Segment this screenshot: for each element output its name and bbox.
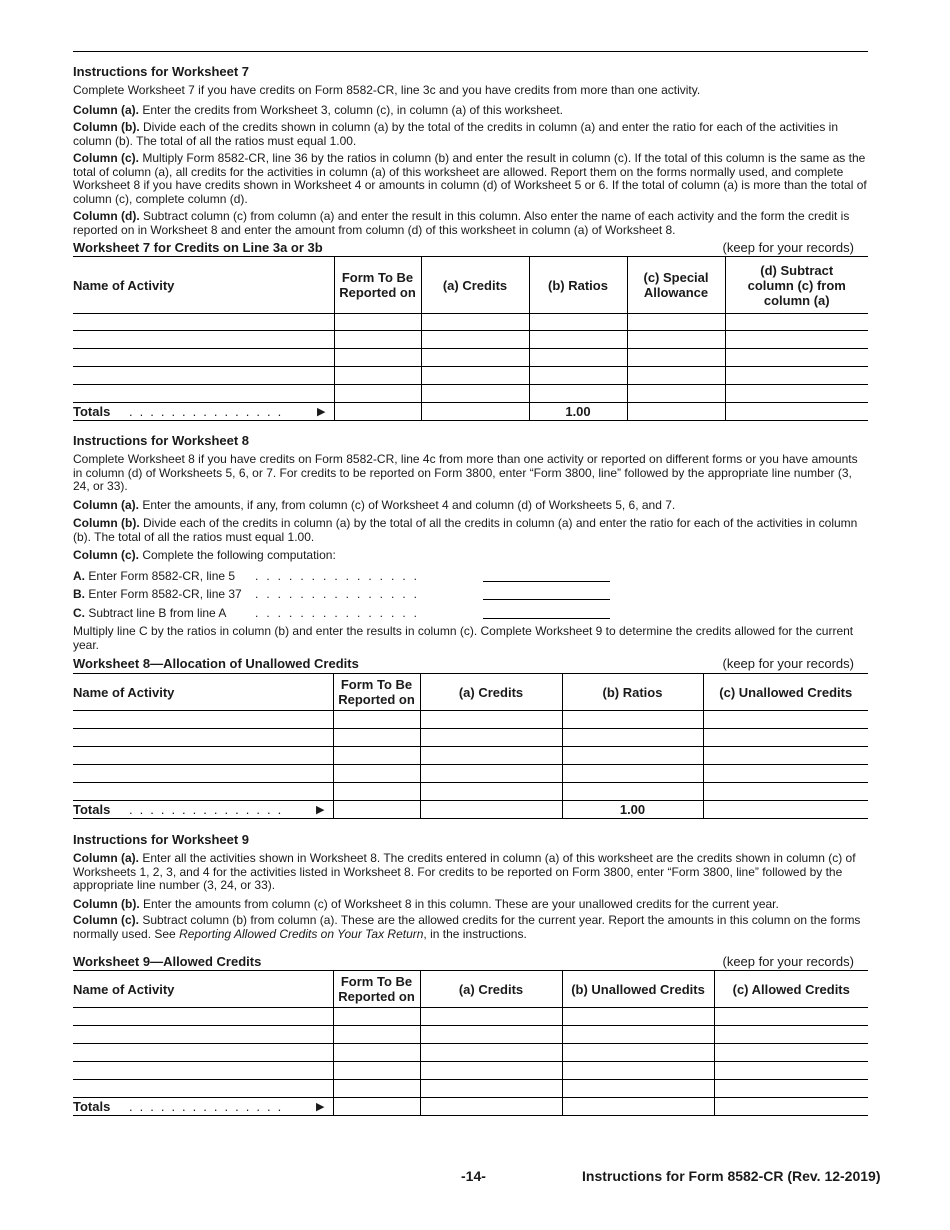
ws8-multiply-text: Multiply line C by the ratios in column (b) and enter the results in column (c). Complete Worksheet 9 to determine the credits allowed for the current year. <box>73 624 854 652</box>
ws9-table <box>73 970 868 1116</box>
leader-dots: ............... <box>129 1099 289 1114</box>
ws9-col-name: Name of Activity <box>73 981 175 997</box>
table-row[interactable] <box>73 367 868 385</box>
ws8-instructions <box>73 433 868 563</box>
ws9-col-c: Column (c). Subtract column (b) from column (a). These are the allowed credits for the current year. Report the amounts in this column on the forms normally used. See Reporting Allowed Credits on Your Tax Return, in the instructions. <box>73 913 861 941</box>
arrow-right-icon: ▶ <box>317 406 326 418</box>
table-row[interactable] <box>73 1062 868 1080</box>
ws8-col-b: Column (b). Divide each of the credits in column (a) by the total of all the credits in column (a) and enter the ratio for each of the activities in column (b). The total of all the ratios must equal 1.00. <box>73 516 858 544</box>
ws9-col-b: Column (b). Enter the amounts from column (c) of Worksheet 8 in this column. These are your unallowed credits for the current year. <box>73 896 779 911</box>
line-c-entry[interactable] <box>483 618 610 619</box>
form-title: Instructions for Form 8582-CR (Rev. 12-2019) <box>582 1168 881 1184</box>
ws8-col-a: Column (a). Enter the amounts, if any, from column (c) of Worksheet 4 and column (d) of Worksheets 5, 6, and 7. <box>73 497 676 512</box>
table-row[interactable] <box>73 349 868 367</box>
leader-dots: ............... <box>255 606 426 620</box>
ws7-totals-row <box>73 403 868 421</box>
ws8-col-ratios: (b) Ratios <box>562 674 703 711</box>
ws8-multiply <box>73 625 868 652</box>
ws7-instructions-heading: Instructions for Worksheet 7 <box>73 64 250 79</box>
ws7-col-b: Column (b). Divide each of the credits shown in column (a) by the total of the credits in column (a) and enter the ratio for each of the activities in column (b). The total of all the ratios must equal 1.00. <box>73 120 839 148</box>
ws7-col-ratios: (b) Ratios <box>529 257 627 314</box>
ws8-col-unallowed: (c) Unallowed Credits <box>703 674 868 711</box>
ws8-table <box>73 673 868 819</box>
ws8-line-a: A. Enter Form 8582-CR, line 5 ............... <box>73 569 235 583</box>
table-row[interactable] <box>73 1080 868 1098</box>
ws8-totals-row <box>73 801 868 819</box>
leader-dots: ............... <box>129 802 289 817</box>
ws9-instructions <box>73 832 868 941</box>
table-row[interactable] <box>73 711 868 729</box>
line-a-entry[interactable] <box>483 581 610 582</box>
ws8-line-c: C. Subtract line B from line A ............... <box>73 606 226 620</box>
ws7-col-form: Form To Be Reported on <box>334 257 421 314</box>
ws7-col-d: Column (d). Subtract column (c) from column (a) and enter the result in this column. Also enter the name of each activity and the form the credit is reported on in Worksheet 8 and enter the amount from column (d) of this worksheet in column (a) of Worksheet 8. <box>73 209 850 237</box>
table-row[interactable] <box>73 765 868 783</box>
ws9-col-allowed: (c) Allowed Credits <box>714 971 868 1008</box>
ws8-keep-note: (keep for your records) <box>722 656 854 671</box>
ws7-intro: Complete Worksheet 7 if you have credits on Form 8582-CR, line 3c and you have credits from more than one activity. <box>73 83 701 97</box>
ws8-totals-ratio: 1.00 <box>562 801 703 819</box>
top-rule <box>73 51 868 52</box>
ws9-col-credits: (a) Credits <box>420 971 562 1008</box>
ws7-keep-note: (keep for your records) <box>722 240 854 255</box>
page-number: -14- <box>461 1168 486 1184</box>
leader-dots: ............... <box>255 569 426 583</box>
ws7-col-special: (c) Special Allowance <box>627 257 725 314</box>
line-b-entry[interactable] <box>483 599 610 600</box>
ws7-col-c: Column (c). Multiply Form 8582-CR, line 36 by the ratios in column (b) and enter the result in column (c). If the total of this column is the same as the total of column (a), all credits for the activities in column (a) of this worksheet are allowed. Report them on the forms normally used, and complete Worksheet 8 if you have credits shown in Worksheet 4 or amounts in column (d) of Worksheet 5 or 6. If the total of column (a) is more than the total of column (c), complete column (d). <box>73 151 867 206</box>
ws9-keep-note: (keep for your records) <box>722 954 854 969</box>
ws7-table <box>73 256 868 421</box>
ws7-totals-label: Totals <box>73 404 111 419</box>
leader-dots: ............... <box>129 404 289 419</box>
ws8-totals-label: Totals <box>73 802 111 817</box>
ws7-col-a: Column (a). Enter the credits from Worksheet 3, column (c), in column (a) of this worksheet. <box>73 102 563 117</box>
ws8-col-name: Name of Activity <box>73 684 175 700</box>
ws8-col-c: Column (c). Complete the following computation: <box>73 548 336 562</box>
ws8-instructions-heading: Instructions for Worksheet 8 <box>73 433 250 448</box>
ws9-col-unallowed: (b) Unallowed Credits <box>562 971 714 1008</box>
ws7-instructions <box>73 64 868 237</box>
ws9-col-a: Column (a). Enter all the activities shown in Worksheet 8. The credits entered in column (a) of this worksheet are the credits shown in column (c) of Worksheets 1, 2, 3, and 4 for the activities listed in Worksheet 8. For credits to be reported on Form 3800, enter “Form 3800, line” followed by the appropriate line number (3, 24, or 33). <box>73 851 856 892</box>
ws8-col-credits: (a) Credits <box>420 674 562 711</box>
ws7-col-subtract: (d) Subtract column (c) from column (a) <box>725 257 868 314</box>
ws7-col-credits: (a) Credits <box>421 257 529 314</box>
table-row[interactable] <box>73 729 868 747</box>
table-row[interactable] <box>73 1008 868 1026</box>
table-row[interactable] <box>73 747 868 765</box>
ws8-line-b: B. Enter Form 8582-CR, line 37 ............... <box>73 587 242 601</box>
table-row[interactable] <box>73 1026 868 1044</box>
ws8-col-form: Form To Be Reported on <box>333 674 420 711</box>
ws7-title: Worksheet 7 for Credits on Line 3a or 3b <box>73 240 323 255</box>
ws8-intro: Complete Worksheet 8 if you have credits on Form 8582-CR, line 4c from more than one activity or reported on different forms or you have amounts in column (d) of Worksheets 5, 6, or 7. For credits to be reported on Form 3800, enter “Form 3800, line” followed by the appropriate line number (3, 24, or 33). <box>73 452 858 493</box>
leader-dots: ............... <box>255 587 426 601</box>
ws7-col-name: Name of Activity <box>73 277 175 293</box>
ws8-title: Worksheet 8—Allocation of Unallowed Credits <box>73 656 359 671</box>
ws7-totals-ratio: 1.00 <box>529 403 627 421</box>
arrow-right-icon: ▶ <box>316 804 325 816</box>
ws9-totals-label: Totals <box>73 1099 111 1114</box>
table-row[interactable] <box>73 1044 868 1062</box>
ws9-title: Worksheet 9—Allowed Credits <box>73 954 262 969</box>
ws9-col-form: Form To Be Reported on <box>333 971 420 1008</box>
ws9-totals-row <box>73 1098 868 1116</box>
table-row[interactable] <box>73 385 868 403</box>
table-row[interactable] <box>73 314 868 331</box>
table-row[interactable] <box>73 783 868 801</box>
arrow-right-icon: ▶ <box>316 1101 325 1113</box>
ws9-instructions-heading: Instructions for Worksheet 9 <box>73 832 250 847</box>
table-row[interactable] <box>73 331 868 349</box>
